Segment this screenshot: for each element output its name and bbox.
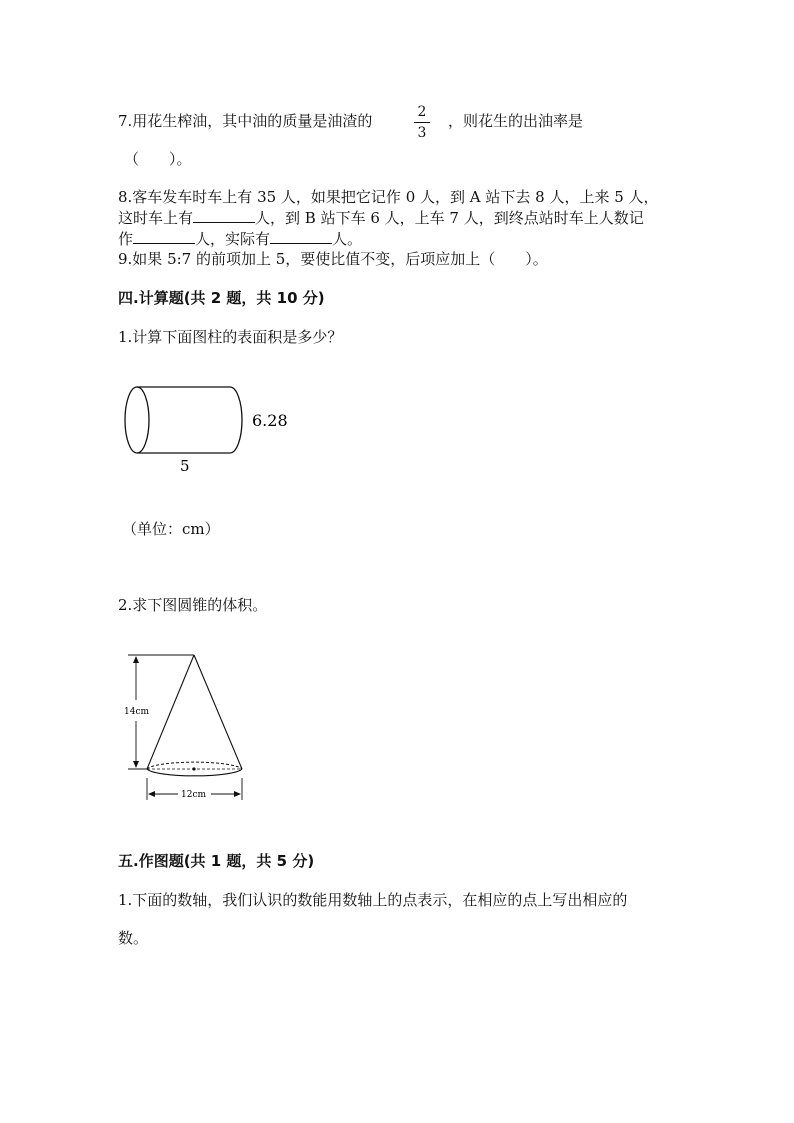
cylinder-label-circumference: 6.28 (252, 411, 288, 430)
cone-figure (120, 648, 260, 806)
cone-height-arrowhead-up (133, 656, 139, 663)
q9-text: 9.如果 5:7 的前项加上 5，要使比值不变，后项应加上（ ）。 (118, 250, 548, 268)
cone-label-height: 14cm (124, 707, 150, 717)
cone-right-side (194, 655, 242, 769)
q7-text-after: ，则花生的出油率是 (448, 112, 584, 130)
s4-q1-unit: （单位：cm） (122, 520, 220, 538)
q7-answer-blank: （ ）。 (124, 150, 192, 168)
cylinder-label-length: 5 (180, 457, 190, 475)
q7-fraction-numerator: 2 (417, 104, 427, 120)
s5-q1-line2: 数。 (118, 929, 149, 947)
section5-heading: 五.作图题(共 1 题，共 5 分) (118, 852, 315, 870)
q8-blank-2[interactable] (133, 228, 195, 244)
q7-fraction (412, 104, 432, 141)
q8-line2-b: 人，到 B 站下车 6 人，上车 7 人，到终点站时车上人数记 (255, 209, 644, 227)
s5-q1-line1: 1.下面的数轴，我们认识的数能用数轴上的点表示，在相应的点上写出相应的 (118, 891, 628, 909)
s4-q1-text: 1.计算下面图柱的表面积是多少？ (118, 328, 343, 346)
q7-text-before: 7.用花生榨油，其中油的质量是油渣的 (118, 112, 373, 130)
q7-fraction-denominator: 3 (417, 125, 427, 141)
q8-line1: 8.客车发车时车上有 35 人，如果把它记作 0 人，到 A 站下去 8 人，上来 5 人， (118, 188, 659, 206)
q8-blank-3[interactable] (270, 228, 332, 244)
cone-height-arrowhead-down (133, 761, 139, 768)
q7-fraction-bar (414, 122, 430, 123)
cone-base-center (192, 767, 195, 770)
q8-blank-1[interactable] (193, 207, 255, 223)
q8-line3 (118, 228, 362, 250)
s4-q2-text: 2.求下图圆锥的体积。 (118, 596, 268, 614)
section4-heading: 四.计算题(共 2 题，共 10 分) (118, 289, 325, 307)
q8-line3-c: 人。 (332, 230, 363, 248)
cone-label-diameter: 12cm (181, 790, 207, 800)
q8-line3-b: 人，实际有 (195, 230, 271, 248)
cylinder-figure (110, 378, 310, 478)
q8-line2 (118, 207, 644, 229)
cylinder-right-arc (230, 387, 242, 453)
cone-diam-arrowhead-left (148, 791, 155, 797)
cylinder-left-ellipse (125, 387, 149, 453)
q8-line3-a: 作 (118, 230, 134, 248)
cone-left-side (147, 655, 194, 769)
q8-line2-a: 这时车上有 (118, 209, 194, 227)
cone-diam-arrowhead-right (234, 791, 241, 797)
